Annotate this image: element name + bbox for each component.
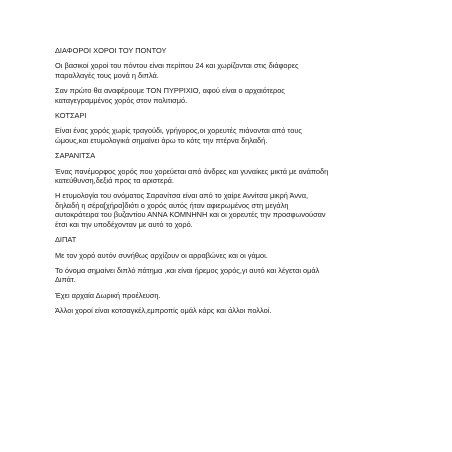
paragraph-line: Σαν πρώτο θα αναφέρουμε ΤΟΝ ΠΥΡΡΙΧΙΟ, αφού είναι ο αρχαιότερος: [55, 86, 285, 96]
paragraph-line: Έχει αρχαία Δωρική προέλευση.: [55, 290, 161, 300]
paragraph-line: Οι βασικοί χοροί του πόντου είναι περίπου 24 και χωρίζονται στις διάφορες: [55, 61, 299, 71]
paragraph-line: Είναι ένας χορός χωρίς τραγούδι, γρήγορος,οι χορευτές πιάνονται από τους: [55, 126, 302, 136]
paragraph-line: κατεύθυνση,δεξιά προς τα αριστερά.: [55, 176, 174, 186]
paragraph-line: Το όνομα σημαίνει διπλό πάτημα ,και είναι ήρεμος χορός,γι αυτό και λέγεται ομάλ: [55, 265, 320, 275]
paragraph-line: Με τον χορό αυτόν συνήθως αρχίζουν οι αρραβώνες και οι γάμοι.: [55, 250, 268, 260]
document-body: [55, 46, 400, 316]
paragraph-line: δηλαδή η σέρα[χήρα]διότι ο χορός αυτός ήταν αφιερωμένος στη μεγάλη: [55, 200, 289, 210]
paragraph-line: Ένας πανέμορφος χορός που χορεύεται από άνδρες και γυναίκες μικτά με ανάποδη: [55, 166, 329, 176]
paragraph-line: αυτοκράτειρα του βυζαντίου ΑΝΝΑ ΚΟΜΝΗΝΗ και οι χορευτές την προσφωνούσαν: [55, 210, 326, 220]
paragraph-line: Διπάτ.: [55, 275, 76, 285]
document-title: ΔΙΑΦΟΡΟΙ ΧΟΡΟΙ ΤΟΥ ΠΟΝΤΟΥ: [55, 46, 167, 55]
paragraph-line: καταγεγραμμένος χορός στον πολιτισμό.: [55, 95, 188, 105]
paragraph-line: παραλλαγές τους μονά η διπλά.: [55, 70, 159, 80]
section-heading-saranitsa: ΣΑΡΑΝΙΤΣΑ: [55, 151, 96, 161]
section-heading-dipat: ΔΙΠΑΤ: [55, 235, 77, 245]
paragraph-line: Η ετυμολογία του ονόματος Σαρανίτσα είναι από το χαίρε Αννίτσα μικρή Άννα,: [55, 191, 309, 201]
paragraph-line: έτσι και την υποδέχονταν με αυτό το χορό.: [55, 219, 193, 229]
paragraph-line: ώμους,και ετυμολογικά σημαίνει άρω το κότς την πτέρνα δηλαδή.: [55, 135, 268, 145]
paragraph-line: Άλλοι χοροί είναι κοτσαγκέλ,εμπροπίς ομάλ κάρς και άλλοι πολλοί.: [55, 306, 272, 316]
section-heading-kotsari: ΚΟΤΣΑΡΙ: [55, 111, 87, 121]
